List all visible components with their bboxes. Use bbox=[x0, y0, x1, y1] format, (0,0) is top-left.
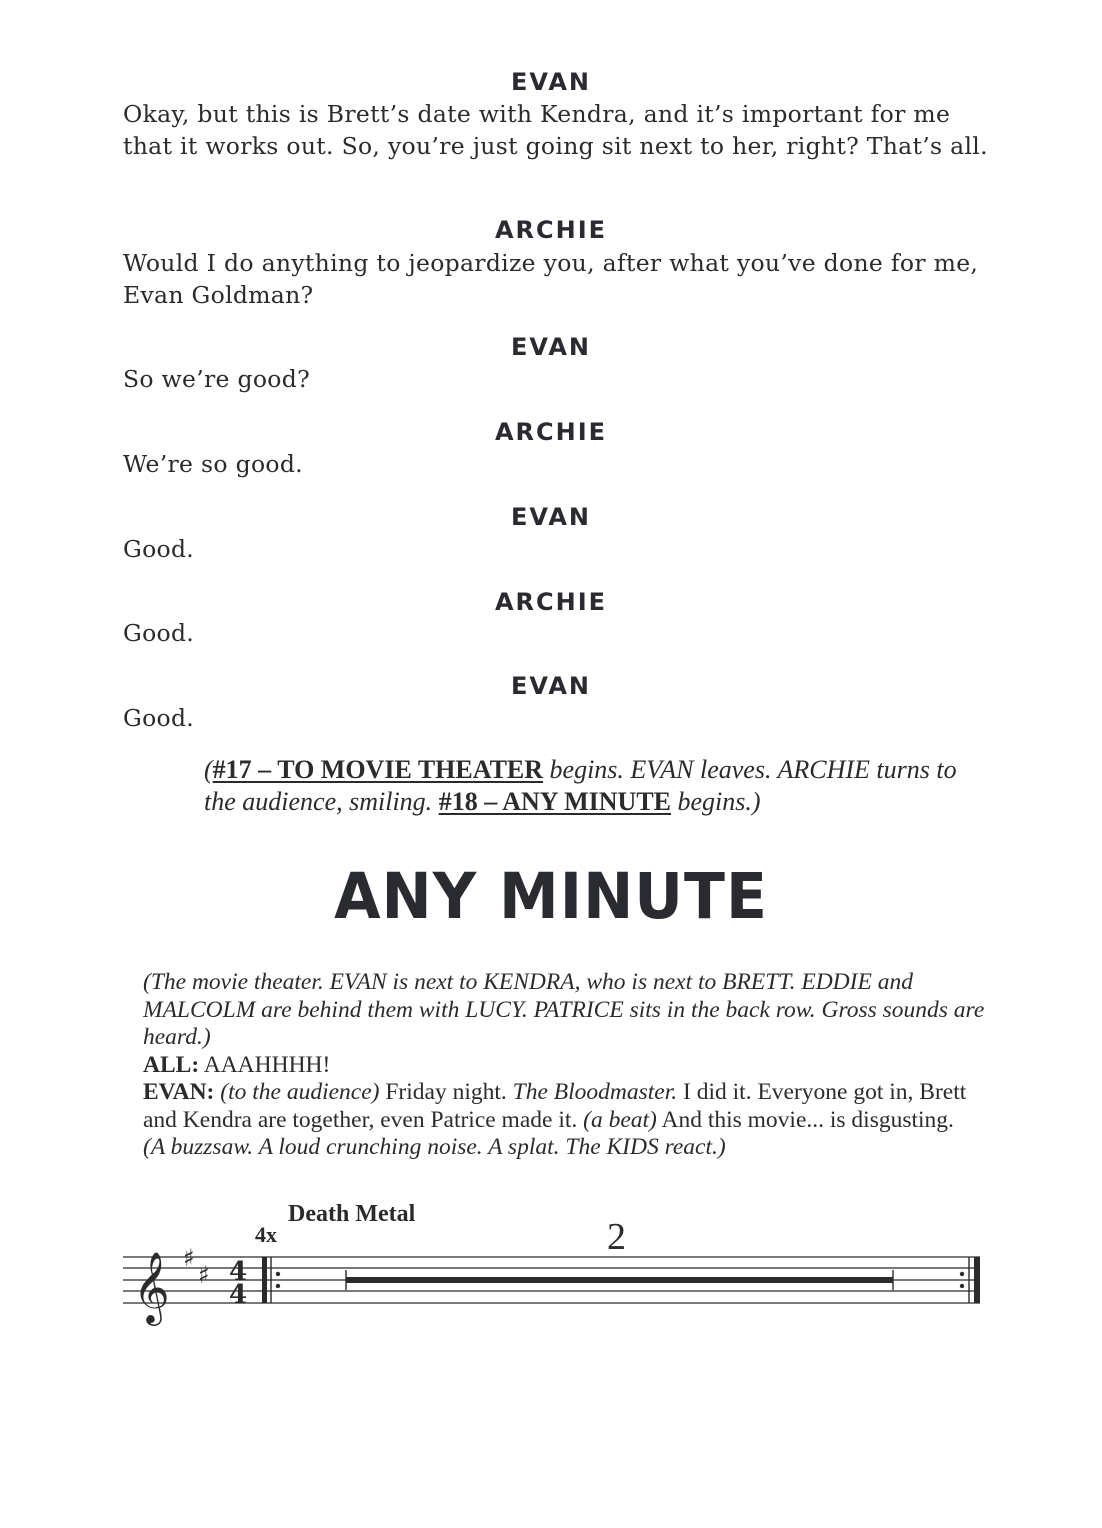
stage-direction-text: begins.) bbox=[671, 787, 761, 816]
music-cue-any-minute: #18 – ANY MINUTE bbox=[438, 787, 672, 816]
character-name: EVAN bbox=[511, 333, 591, 361]
character-name: ARCHIE bbox=[494, 418, 608, 446]
multi-rest-bar bbox=[346, 1277, 893, 1283]
sharp-icon: ♯ bbox=[198, 1261, 210, 1289]
time-signature-top: 4 bbox=[229, 1257, 248, 1287]
multi-rest-count: 2 bbox=[607, 1216, 626, 1258]
style-marking: Death Metal bbox=[288, 1201, 416, 1227]
repeat-dot bbox=[960, 1272, 964, 1276]
paren-open: ( bbox=[204, 755, 213, 784]
speaker-label: ALL: bbox=[143, 1051, 200, 1078]
dialogue-line: Good. bbox=[123, 535, 195, 563]
character-name: ARCHIE bbox=[494, 216, 608, 244]
parenthetical: (to the audience) bbox=[214, 1079, 380, 1105]
dialogue-line: Would I do anything to jeopardize you, after what you’ve done for me, Evan Goldman? bbox=[123, 249, 979, 309]
line-text: And this movie... is disgusting. bbox=[656, 1106, 954, 1133]
repeat-dot bbox=[960, 1284, 964, 1288]
repeat-dot bbox=[276, 1284, 280, 1288]
repeat-dot bbox=[276, 1272, 280, 1276]
speaker-label: EVAN: bbox=[143, 1079, 215, 1105]
stage-direction-text: begins. EVAN leaves. ARCHIE turns to the audience, smiling. bbox=[204, 755, 957, 816]
repeat-end-thick-bar bbox=[974, 1257, 980, 1303]
character-name: EVAN bbox=[511, 503, 591, 531]
closing-stage-direction: (A buzzsaw. A loud crunching noise. A splat. The KIDS react.) bbox=[143, 1134, 726, 1160]
parenthetical: (a beat) bbox=[583, 1106, 657, 1133]
dialogue-line: So we’re good? bbox=[123, 365, 311, 393]
character-name: EVAN bbox=[511, 68, 591, 96]
song-title: ANY MINUTE bbox=[334, 860, 768, 934]
character-name: EVAN bbox=[511, 672, 591, 700]
time-signature-bottom: 4 bbox=[229, 1280, 248, 1310]
line-text: Friday night. bbox=[379, 1079, 513, 1105]
dialogue-line: Okay, but this is Brett’s date with Kendra, and it’s important for me that it works out. So, you’re just going sit next to her, right? That’s all. bbox=[123, 100, 988, 160]
dialogue-line: We’re so good. bbox=[123, 450, 303, 478]
sharp-icon: ♯ bbox=[183, 1244, 195, 1272]
intro-stage-direction: (The movie theater. EVAN is next to KENDRA, who is next to BRETT. EDDIE and MALCOLM are behind them with LUCY. PATRICE sits in the back row. Gross sounds are heard.) bbox=[143, 969, 985, 1050]
music-cue-to-movie-theater: #17 – TO MOVIE THEATER bbox=[212, 755, 544, 784]
dialogue-line: Good. bbox=[123, 704, 195, 732]
movie-title: The Bloodmaster. bbox=[512, 1079, 678, 1105]
repeat-count: 4x bbox=[255, 1222, 277, 1247]
treble-clef-icon: 𝄞 bbox=[133, 1250, 170, 1323]
line-text: I did it. Everyone got in, Brett and Kendra are together, even Patrice made it. bbox=[143, 1079, 967, 1133]
line-text: AAAHHHH! bbox=[199, 1051, 331, 1078]
dialogue-line: Good. bbox=[123, 619, 195, 647]
character-name: ARCHIE bbox=[494, 588, 608, 616]
repeat-start-thick-bar bbox=[262, 1257, 267, 1303]
